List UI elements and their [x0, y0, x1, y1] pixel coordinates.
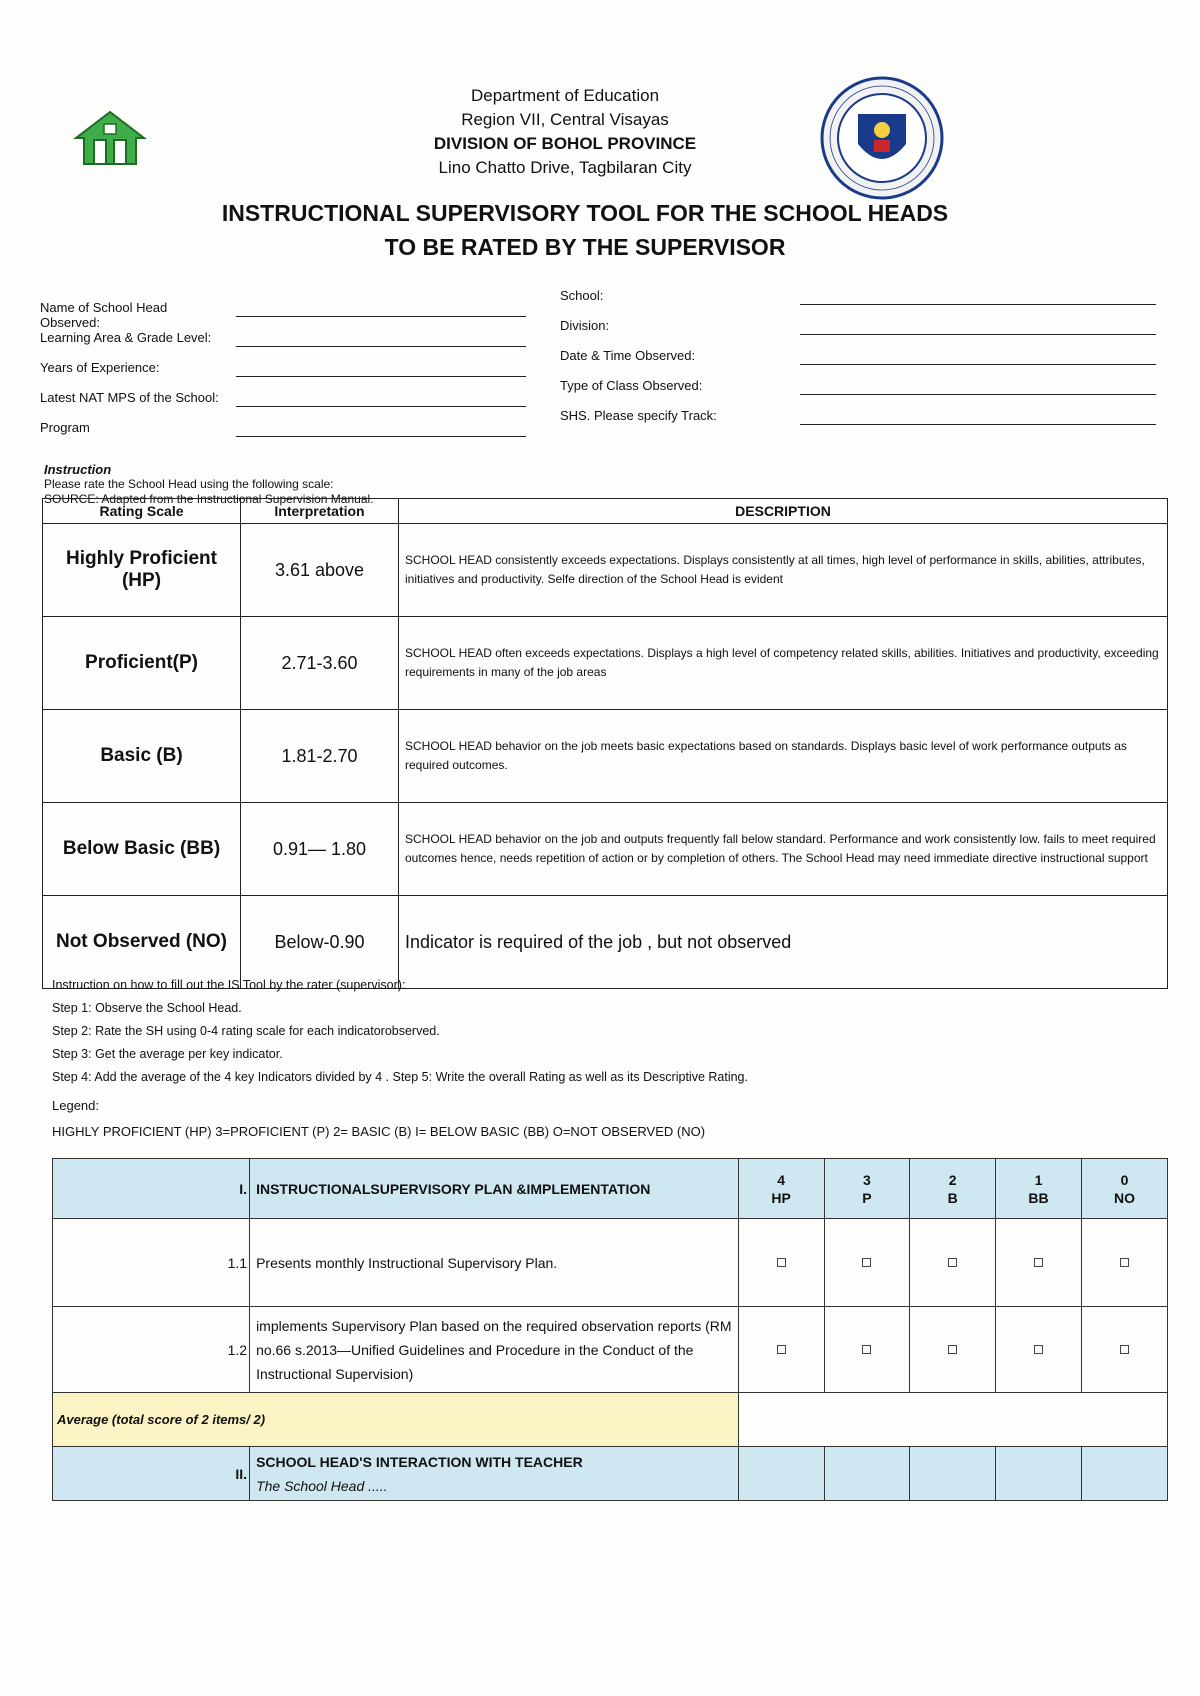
title-line2: TO BE RATED BY THE SUPERVISOR: [384, 234, 786, 260]
interpretation-cell: 3.61 above: [241, 524, 399, 617]
table-row: [43, 524, 1168, 617]
section-title: INSTRUCTIONALSUPERVISORY PLAN &IMPLEMENTATION: [250, 1159, 739, 1219]
step-4: Step 4: Add the average of the 4 key Indicators divided by 4 . Step 5: Write the overall Rating as well as its Descriptive Rating.: [52, 1070, 748, 1084]
checkbox-hp[interactable]: [777, 1345, 786, 1354]
step-2: Step 2: Rate the SH using 0-4 rating scale for each indicatorobserved.: [52, 1024, 440, 1038]
field-label-class-type: Type of Class Observed:: [560, 378, 703, 393]
rating-scale-cell: Proficient(P): [43, 617, 241, 710]
section-header-row: [53, 1447, 1168, 1501]
section-subtitle: The School Head .....: [256, 1477, 388, 1494]
field-shs-track[interactable]: [800, 408, 1156, 425]
description-cell: Indicator is required of the job , but not observed: [399, 896, 1168, 989]
col-label: B: [947, 1189, 958, 1206]
rater-instructions: [52, 974, 748, 1089]
col-score: 4: [777, 1171, 785, 1188]
item-number: 1.1: [53, 1219, 250, 1307]
document-title: [170, 196, 1000, 264]
step-3: Step 3: Get the average per key indicator.: [52, 1047, 283, 1061]
table-row: [53, 1307, 1168, 1393]
agency-line3: DIVISION OF BOHOL PROVINCE: [433, 134, 697, 153]
col-header-hp: [738, 1159, 824, 1219]
empty-cell: [910, 1447, 996, 1501]
checkbox-no[interactable]: [1120, 1258, 1129, 1267]
section-number: II.: [53, 1447, 250, 1501]
field-label-school-head: Name of School Head Observed:: [40, 300, 168, 330]
col-header-rating-scale: Rating Scale: [43, 499, 241, 524]
agency-line1: Department of Education: [470, 86, 660, 105]
checkbox-p[interactable]: [862, 1345, 871, 1354]
col-score: 3: [863, 1171, 871, 1188]
checkbox-p[interactable]: [862, 1258, 871, 1267]
checkbox-no[interactable]: [1120, 1345, 1129, 1354]
col-header-description: DESCRIPTION: [399, 499, 1168, 524]
field-date-time[interactable]: [800, 348, 1156, 365]
col-header-interpretation: Interpretation: [241, 499, 399, 524]
steps-intro: Instruction on how to fill out the IS Tool by the rater (supervisor):: [52, 978, 406, 992]
section-header-row: [53, 1159, 1168, 1219]
checkbox-b[interactable]: [948, 1258, 957, 1267]
document-header: [0, 0, 1200, 200]
average-value-cell[interactable]: [738, 1393, 1167, 1447]
observation-fields: [40, 286, 1160, 446]
interpretation-cell: Below-0.90: [241, 896, 399, 989]
deped-seal-icon: [818, 74, 946, 202]
checkbox-b[interactable]: [948, 1345, 957, 1354]
rating-scale-header-row: [43, 499, 1168, 524]
interpretation-cell: 2.71-3.60: [241, 617, 399, 710]
description-cell: SCHOOL HEAD behavior on the job meets basic expectations based on standards. Displays basic level of work performance outputs as required outcomes.: [399, 710, 1168, 803]
table-row: [43, 710, 1168, 803]
instruction-line2: SOURCE: Adapted from the Instructional Supervision Manual.: [44, 492, 374, 506]
rating-scale-cell: Basic (B): [43, 710, 241, 803]
field-division[interactable]: [800, 318, 1156, 335]
rating-scale-table: [42, 498, 1168, 989]
description-cell: SCHOOL HEAD often exceeds expectations. Displays a high level of competency related skills, abilities. Initiatives and productivity, exceeding requirements in many of the job areas: [399, 617, 1168, 710]
field-label-school: School:: [560, 288, 604, 303]
table-row: [43, 617, 1168, 710]
field-label-program: Program: [40, 420, 90, 435]
col-header-p: [824, 1159, 910, 1219]
legend-label: Legend:: [52, 1098, 99, 1113]
col-score: 1: [1034, 1171, 1043, 1188]
legend-text: HIGHLY PROFICIENT (HP) 3=PROFICIENT (P) 2= BASIC (B) I= BELOW BASIC (BB) O=NOT OBSERVED (NO): [52, 1124, 706, 1139]
field-label-nat-mps: Latest NAT MPS of the School:: [40, 390, 219, 405]
field-label-date-time: Date & Time Observed:: [560, 348, 696, 363]
col-score: 0: [1120, 1171, 1129, 1188]
col-header-bb: [996, 1159, 1082, 1219]
checkbox-bb[interactable]: [1034, 1345, 1043, 1354]
empty-cell: [996, 1447, 1082, 1501]
instruction-line1: Please rate the School Head using the following scale:: [44, 477, 334, 491]
field-label-learning-area: Learning Area & Grade Level:: [40, 330, 212, 345]
agency-line4: Lino Chatto Drive, Tagbilaran City: [438, 158, 692, 177]
title-line1: INSTRUCTIONAL SUPERVISORY TOOL FOR THE SCHOOL HEADS: [221, 200, 949, 226]
field-label-years-experience: Years of Experience:: [40, 360, 160, 375]
item-number: 1.2: [53, 1307, 250, 1393]
field-label-division: Division:: [560, 318, 610, 333]
section-number: I.: [53, 1159, 250, 1219]
col-label: BB: [1028, 1189, 1049, 1206]
table-row: [43, 803, 1168, 896]
average-label: Average (total score of 2 items/ 2): [53, 1393, 739, 1447]
section-title-cell: [250, 1447, 739, 1501]
agency-block: [400, 84, 730, 180]
empty-cell: [738, 1447, 824, 1501]
checkbox-hp[interactable]: [777, 1258, 786, 1267]
empty-cell: [824, 1447, 910, 1501]
col-label: NO: [1114, 1189, 1135, 1206]
field-school[interactable]: [800, 288, 1156, 305]
table-row: [53, 1219, 1168, 1307]
col-label: P: [862, 1189, 872, 1206]
interpretation-cell: 0.91— 1.80: [241, 803, 399, 896]
supervisory-tool-table: [52, 1158, 1168, 1501]
rating-scale-cell: Below Basic (BB): [43, 803, 241, 896]
description-cell: SCHOOL HEAD consistently exceeds expectations. Displays consistently at all times, high level of performance in skills, abilities, attributes, initiatives and productivity. Selfe direction of the School Head is evident: [399, 524, 1168, 617]
rating-scale-cell: Not Observed (NO): [43, 896, 241, 989]
item-text: implements Supervisory Plan based on the required observation reports (RM no.66 s.2013—Unified Guidelines and Procedure in the Conduct of the Instructional Supervision): [250, 1307, 739, 1393]
average-row: [53, 1393, 1168, 1447]
col-label: HP: [771, 1189, 791, 1206]
field-label-shs-track: SHS. Please specify Track:: [560, 408, 717, 423]
step-1: Step 1: Observe the School Head.: [52, 1001, 242, 1015]
description-cell: SCHOOL HEAD behavior on the job and outputs frequently fall below standard. Performance and work consistently low. fails to meet required outcomes hence, needs repetition of action or by completion of others. The School Head may need immediate directive instructional support: [399, 803, 1168, 896]
agency-line2: Region VII, Central Visayas: [461, 110, 669, 129]
field-class-type[interactable]: [800, 378, 1156, 395]
rating-scale-cell: Highly Proficient (HP): [43, 524, 241, 617]
interpretation-cell: 1.81-2.70: [241, 710, 399, 803]
col-score: 2: [948, 1171, 957, 1188]
checkbox-bb[interactable]: [1034, 1258, 1043, 1267]
section-title: SCHOOL HEAD'S INTERACTION WITH TEACHER: [256, 1453, 583, 1470]
home-icon: [70, 108, 150, 168]
empty-cell: [1082, 1447, 1168, 1501]
instruction-heading: Instruction: [44, 462, 112, 477]
col-header-b: [910, 1159, 996, 1219]
item-text: Presents monthly Instructional Supervisory Plan.: [250, 1219, 739, 1307]
col-header-no: [1082, 1159, 1168, 1219]
